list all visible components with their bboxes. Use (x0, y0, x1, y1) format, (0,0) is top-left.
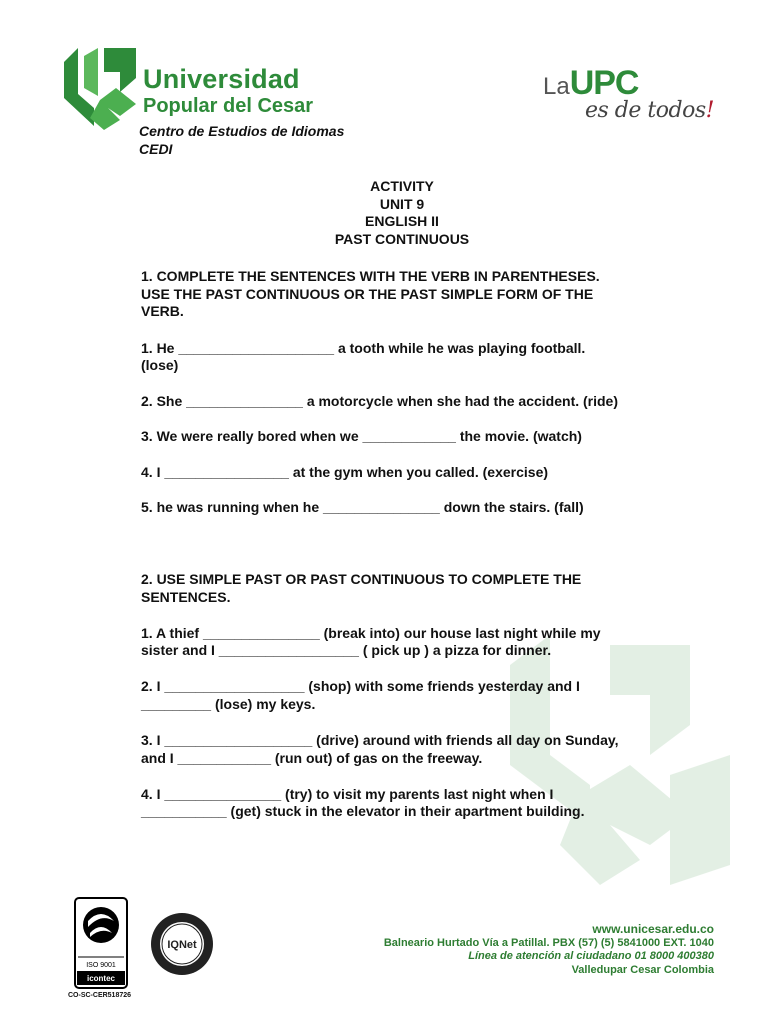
title-line1: ACTIVITY (370, 178, 434, 194)
section2-item-1-line2: sister and I __________________ ( pick up ) a pizza for dinner. (141, 642, 552, 658)
section2-item-2-line1: 2. I __________________ (shop) with some friends yesterday and I (141, 678, 580, 694)
section1-item-2: 2. She _______________ a motorcycle when she had the accident. (ride) (141, 393, 619, 409)
section1-heading (141, 268, 600, 321)
iso-certification-badge (74, 897, 128, 989)
section1-item-4: 4. I ________________ at the gym when you called. (exercise) (141, 464, 549, 480)
activity-title (0, 178, 768, 248)
footer-contact (384, 923, 714, 977)
section1-item-3: 3. We were really bored when we ____________ the movie. (watch) (141, 428, 582, 444)
iso-certificate-code: CO-SC-CER518726 (68, 992, 132, 999)
iqnet-seal-icon (150, 912, 214, 976)
university-logo-icon (64, 48, 136, 130)
department-name (139, 122, 344, 158)
section2-heading-line2: SENTENCES. (141, 588, 231, 605)
section2-item-2-line2: _________ (lose) my keys. (141, 696, 316, 712)
section1-item-1: 1. He ____________________ a tooth while he was playing football. (141, 340, 586, 356)
section2-item-1-line1: 1. A thief _______________ (break into) our house last night while my (141, 625, 601, 641)
title-line3: ENGLISH II (365, 213, 439, 229)
section2-item-3-line2: and I ____________ (run out) of gas on the freeway. (141, 750, 483, 766)
section2-item-4-line2: ___________ (get) stuck in the elevator in their apartment building. (141, 803, 585, 819)
section2-heading (141, 571, 581, 606)
section1-heading-line3: VERB. (141, 303, 184, 319)
department-line1: Centro de Estudios de Idiomas (139, 123, 345, 139)
title-line4: PAST CONTINUOUS (334, 230, 470, 247)
section2-heading-line1: 2. USE SIMPLE PAST OR PAST CONTINUOUS TO COMPLETE THE (141, 571, 582, 587)
section1-heading-line1: 1. COMPLETE THE SENTENCES WITH THE VERB IN PARENTHESES. (141, 268, 600, 284)
section2-item-4-line1: 4. I _______________ (try) to visit my parents last night when I (141, 786, 554, 802)
watermark-logo-icon (490, 625, 740, 890)
iqnet-label: IQNet (167, 939, 197, 951)
icontec-label: icontec (86, 974, 116, 983)
slogan-upc: UPC (569, 64, 639, 102)
section2-item-3-line1: 3. I ___________________ (drive) around with friends all day on Sunday, (141, 732, 619, 748)
slogan-tagline (585, 100, 714, 122)
slogan-logo (543, 64, 714, 123)
title-line2: UNIT 9 (379, 195, 425, 212)
footer-attention-line: Línea de atención al ciudadano 01 8000 400380 (468, 950, 714, 962)
footer-address: Balneario Hurtado Vía a Patillal. PBX (57) (5) 5841000 EXT. 1040 (383, 936, 714, 949)
footer-website: www.unicesar.edu.co (592, 922, 714, 936)
iso-label: ISO 9001 (86, 962, 116, 969)
slogan-tag-text: es de todos (585, 98, 706, 123)
department-line2: CEDI (139, 141, 173, 157)
footer-city: Valledupar Cesar Colombia (571, 963, 714, 976)
university-name-line2: Popular del Cesar (143, 95, 314, 117)
section1-item-1-hint: (lose) (141, 357, 179, 373)
university-name-line1: Universidad (143, 64, 300, 94)
section1-item-5: 5. he was running when he _______________ down the stairs. (fall) (141, 499, 584, 515)
university-name (143, 66, 313, 116)
slogan-exclamation: ! (705, 98, 714, 123)
slogan-la: La (543, 73, 570, 100)
section1-heading-line2: USE THE PAST CONTINUOUS OR THE PAST SIMPLE FORM OF THE (141, 285, 594, 302)
